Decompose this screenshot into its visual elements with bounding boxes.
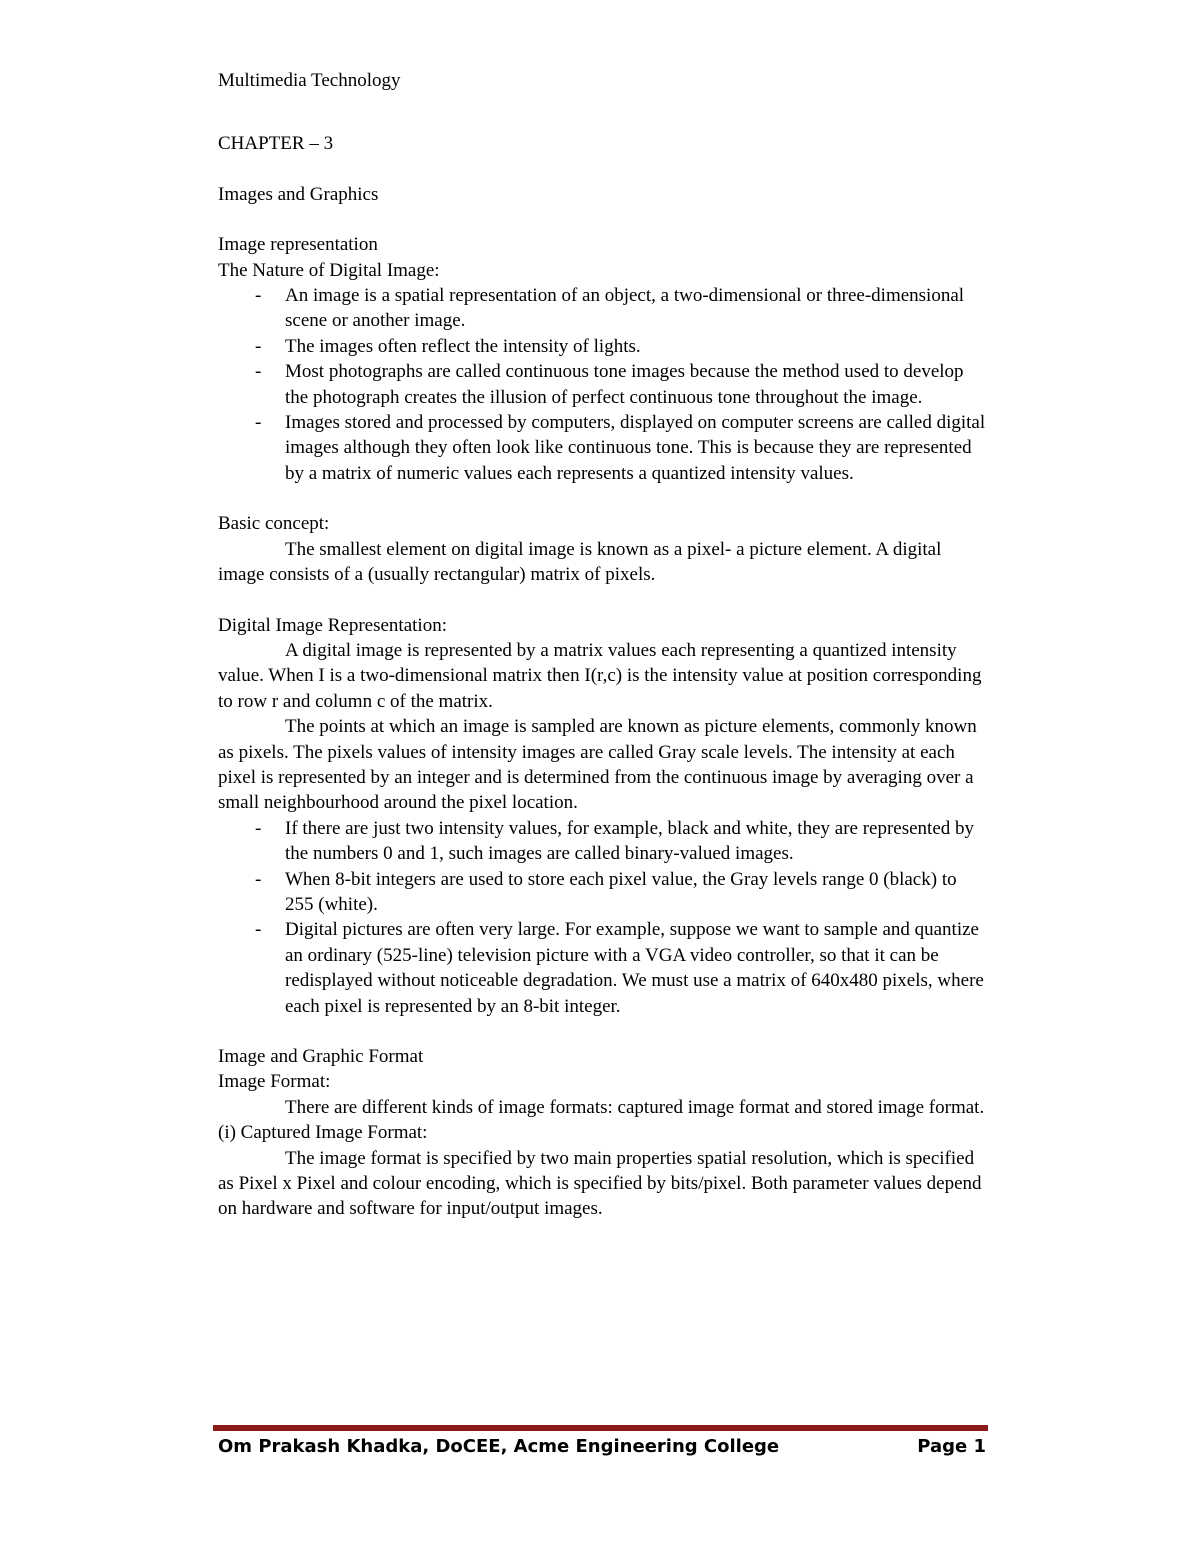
subheading-image-format: Image Format: (218, 1071, 331, 1093)
footer-author: Om Prakash Khadka, DoCEE, Acme Engineering College (218, 1436, 780, 1457)
section-heading-image-representation: Image representation (218, 234, 378, 256)
running-header: Multimedia Technology (218, 70, 401, 91)
subheading-nature-of-digital-image: The Nature of Digital Image: (218, 259, 440, 281)
paragraph-digital-image-1: A digital image is represented by a matrix values each representing a quantized intensity value. When I is a two-dimensional matrix then I(r,c) is the intensity value at position corresponding to row r and column c of the matrix. (218, 639, 982, 712)
section-heading-image-graphic-format: Image and Graphic Format (218, 1046, 424, 1067)
bullet-list-nature (218, 283, 988, 486)
subheading-captured-image-format: (i) Captured Image Format: (218, 1122, 428, 1144)
section-heading-basic-concept: Basic concept: (218, 513, 330, 535)
list-item: - Digital pictures are often very large. For example, suppose we want to sample and quantize an ordinary (525-line) television picture with a VGA video controller, so that it can be redisplayed without noticeable degradation. We must use a matrix of 640x480 pixels, where each pixel is represented by an 8-bit integer. (285, 917, 988, 1019)
section-heading-digital-image-representation: Digital Image Representation: (218, 614, 447, 636)
chapter-label: CHAPTER – 3 (218, 133, 334, 155)
list-item: - If there are just two intensity values, for example, black and white, they are represented by the numbers 0 and 1, such images are called binary-valued images. (285, 816, 988, 867)
page-content (218, 68, 988, 1222)
page-footer (218, 1436, 986, 1457)
page-number: Page 1 (917, 1436, 986, 1457)
bullet-list-digital-image (218, 816, 988, 1019)
chapter-title: Images and Graphics (218, 183, 379, 205)
paragraph-digital-image-2: The points at which an image is sampled are known as picture elements, commonly known as pixels. The pixels values of intensity images are called Gray scale levels. The intensity at each pixel is represented by an integer and is determined from the continuous image by averaging over a small neighbourhood around the pixel location. (218, 716, 977, 814)
list-item: - The images often reflect the intensity of lights. (285, 334, 988, 359)
list-item: - An image is a spatial representation of an object, a two-dimensional or three-dimensional scene or another image. (285, 283, 988, 334)
list-item: - When 8-bit integers are used to store each pixel value, the Gray levels range 0 (black) to 255 (white). (285, 867, 988, 918)
footer-rule (213, 1425, 988, 1431)
list-item: - Most photographs are called continuous tone images because the method used to develop the photograph creates the illusion of perfect continuous tone throughout the image. (285, 359, 988, 410)
paragraph-captured-image-format: The image format is specified by two main properties spatial resolution, which is specified as Pixel x Pixel and colour encoding, which is specified by bits/pixel. Both parameter values depend on hardware and software for input/output images. (218, 1147, 982, 1220)
paragraph-basic-concept: The smallest element on digital image is known as a pixel- a picture element. A digital image consists of a (usually rectangular) matrix of pixels. (218, 538, 942, 586)
paragraph-image-format: There are different kinds of image formats: captured image format and stored image format. (285, 1096, 985, 1118)
list-item: - Images stored and processed by computers, displayed on computer screens are called digital images although they often look like continuous tone. This is because they are represented by a matrix of numeric values each represents a quantized intensity values. (285, 410, 988, 486)
